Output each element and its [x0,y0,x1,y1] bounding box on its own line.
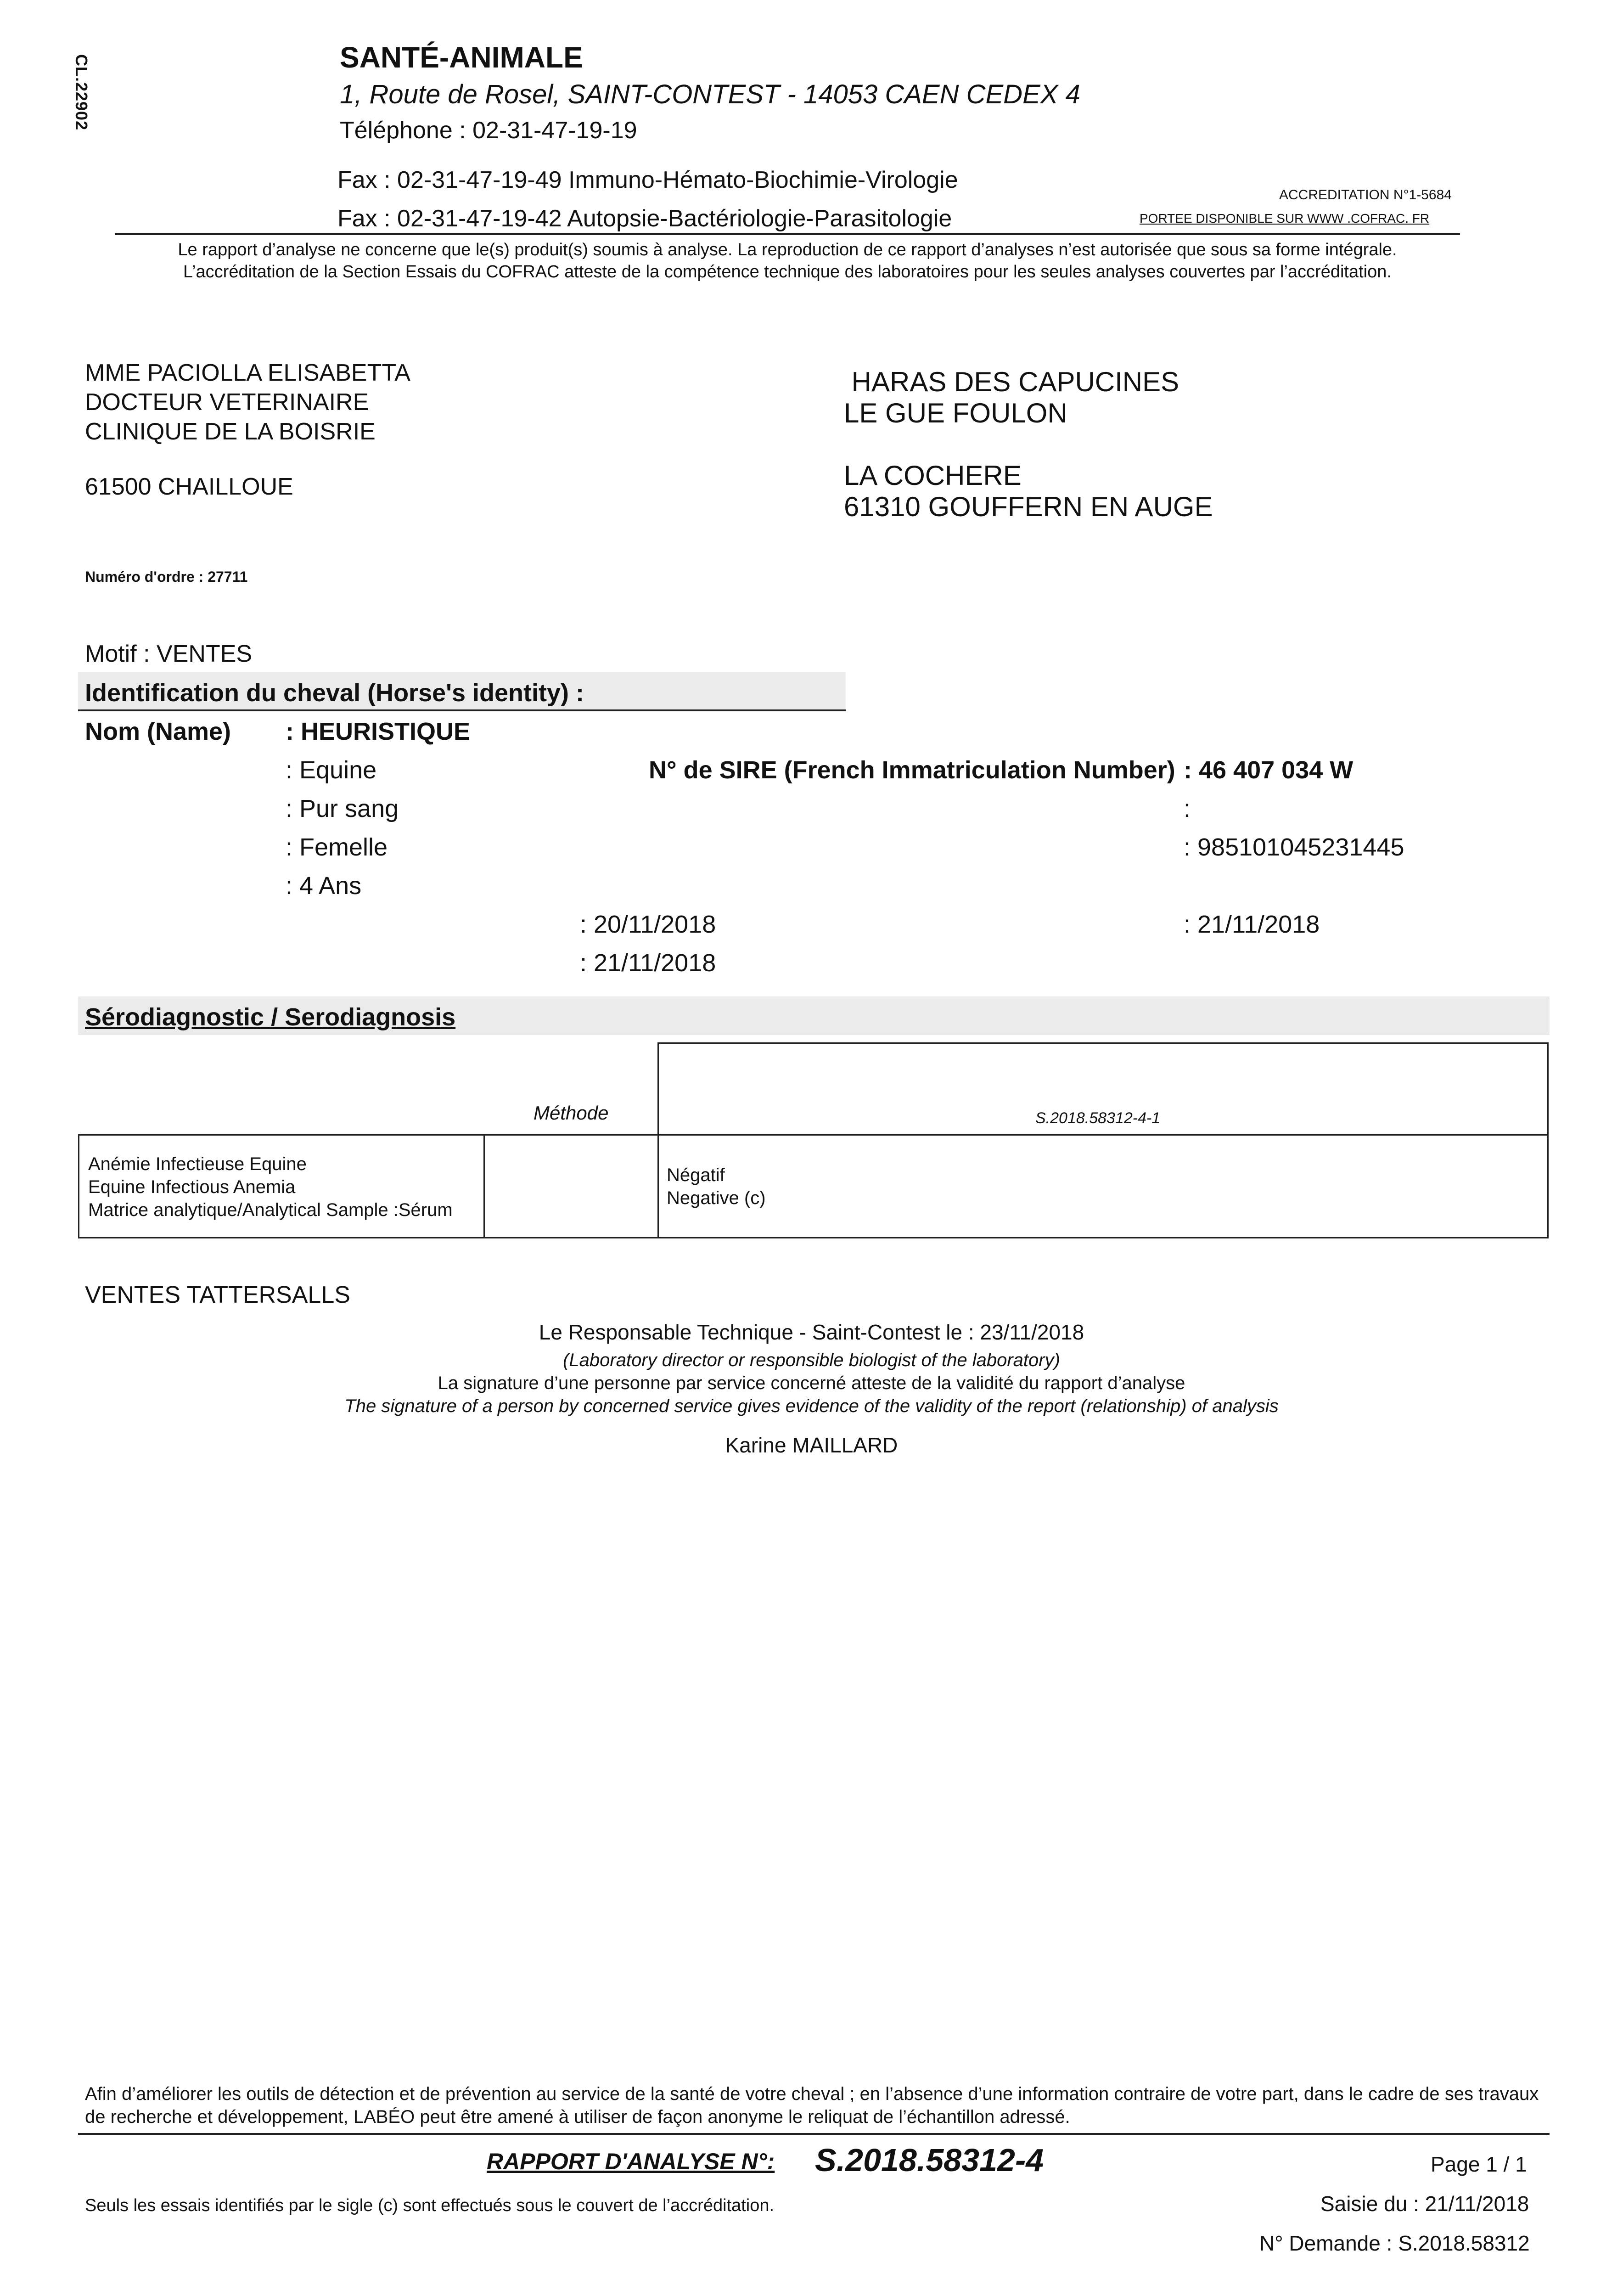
method-header: Méthode [534,1102,609,1124]
report-number-label: RAPPORT D'ANALYSE N°: [487,2149,775,2174]
disclaimer-line-1: Le rapport d’analyse ne concerne que le(s) produit(s) soumis à analyse. La reproduction de ce rapport d’analyses n’est autorisée que sous sa forme intégrale. [178,240,1397,259]
test-result [667,1164,766,1210]
test-matrix: Matrice analytique/Analytical Sample :Sérum [88,1200,453,1220]
test-name-en: Equine Infectious Anemia [88,1177,296,1197]
veterinarian-city: 61500 CHAILLOUE [85,473,293,500]
result-en: Negative (c) [667,1188,766,1208]
horse-microchip: : 985101045231445 [1184,833,1404,861]
footer-divider [78,2133,1550,2135]
breed-right-value: : [1184,795,1191,822]
sire-label: N° de SIRE (French Immatriculation Number) [649,756,1175,784]
lab-fax-autopsie: Fax : 02-31-47-19-42 Autopsie-Bactériologie-Parasitologie [337,205,952,232]
date-1-right: : 21/11/2018 [1184,911,1320,938]
lab-fax-immuno: Fax : 02-31-47-19-49 Immuno-Hémato-Biochimie-Virologie [337,167,958,193]
lab-name: SANTÉ-ANIMALE [340,41,583,74]
lab-telephone: Téléphone : 02-31-47-19-19 [340,117,637,144]
report-number: S.2018.58312-4 [815,2142,1044,2178]
signature-line-2: (Laboratory director or responsible biologist of the laboratory) [563,1350,1060,1370]
test-method-cell [483,1134,659,1238]
test-description [88,1153,453,1221]
date-2: : 21/11/2018 [580,949,716,977]
disclaimer [101,239,1474,283]
header-divider [115,233,1460,235]
ventes-label: VENTES TATTERSALLS [85,1282,350,1308]
page-number: Page 1 / 1 [1431,2152,1527,2176]
veterinarian-title: DOCTEUR VETERINAIRE [85,389,369,416]
request-number: N° Demande : S.2018.58312 [1259,2231,1530,2255]
veterinarian-block [85,358,410,446]
owner-block [844,366,1179,429]
footer-note: Afin d’améliorer les outils de détection et de prévention au service de la santé de votre cheval ; en l’absence d’une information contraire de votre part, dans le cadre de ses travaux de recherche et développement, LABÉO peut être amené à utiliser de façon anonyme le reliquat de l’échantillon adressé. [85,2084,1539,2127]
signature-line-1: Le Responsable Technique - Saint-Contest le : 23/11/2018 [539,1320,1084,1344]
owner-line-3: LA COCHERE [844,460,1022,491]
horse-sex: : Femelle [286,833,388,861]
serodiagnosis-title: Sérodiagnostic / Serodiagnosis [85,1003,456,1031]
horse-age: : 4 Ans [286,872,362,900]
horse-name-label: Nom (Name) [85,718,231,745]
order-number: Numéro d'ordre : 27711 [85,568,248,585]
accreditation-number: ACCREDITATION N°1-5684 [1279,187,1452,203]
owner-line-4: 61310 GOUFFERN EN AUGE [844,491,1213,522]
horse-breed: : Pur sang [286,795,399,822]
veterinarian-clinic: CLINIQUE DE LA BOISRIE [85,418,376,445]
horse-name-value: : HEURISTIQUE [286,718,471,745]
owner-line-1: HARAS DES CAPUCINES [844,366,1179,397]
sire-value: : 46 407 034 W [1184,756,1353,784]
signature-line-4: The signature of a person by concerned service gives evidence of the validity of the report (relationship) of analysis [344,1396,1279,1416]
side-code: CL.22902 [72,54,91,131]
accreditation-scope-link[interactable]: PORTEE DISPONIBLE SUR WWW .COFRAC. FR [1140,211,1430,225]
identification-divider [78,709,846,711]
test-name-fr: Anémie Infectieuse Equine [88,1154,307,1174]
signatory-name: Karine MAILLARD [725,1433,898,1457]
disclaimer-line-2: L’accréditation de la Section Essais du COFRAC atteste de la compétence technique des laboratoires pour les seules analyses couvertes par l’accréditation. [183,262,1392,281]
owner-line-2: LE GUE FOULON [844,398,1067,428]
result-fr: Négatif [667,1165,725,1185]
entry-date: Saisie du : 21/11/2018 [1320,2192,1529,2216]
owner-address [844,460,1213,523]
accreditation-note: Seuls les essais identifiés par le sigle (c) sont effectués sous le couvert de l’accréditation. [85,2196,775,2215]
veterinarian-name: MME PACIOLLA ELISABETTA [85,360,410,386]
test-result-cell [657,1134,1549,1238]
motif: Motif : VENTES [85,641,253,667]
horse-species: : Equine [286,756,377,784]
date-1: : 20/11/2018 [580,911,716,938]
signature-line-3: La signature d’une personne par service concerné atteste de la validité du rapport d’analyse [438,1373,1185,1393]
identification-title: Identification du cheval (Horse's identity) : [85,679,584,707]
lab-address: 1, Route de Rosel, SAINT-CONTEST - 14053 CAEN CEDEX 4 [340,79,1080,109]
sample-reference: S.2018.58312-4-1 [1035,1109,1161,1127]
